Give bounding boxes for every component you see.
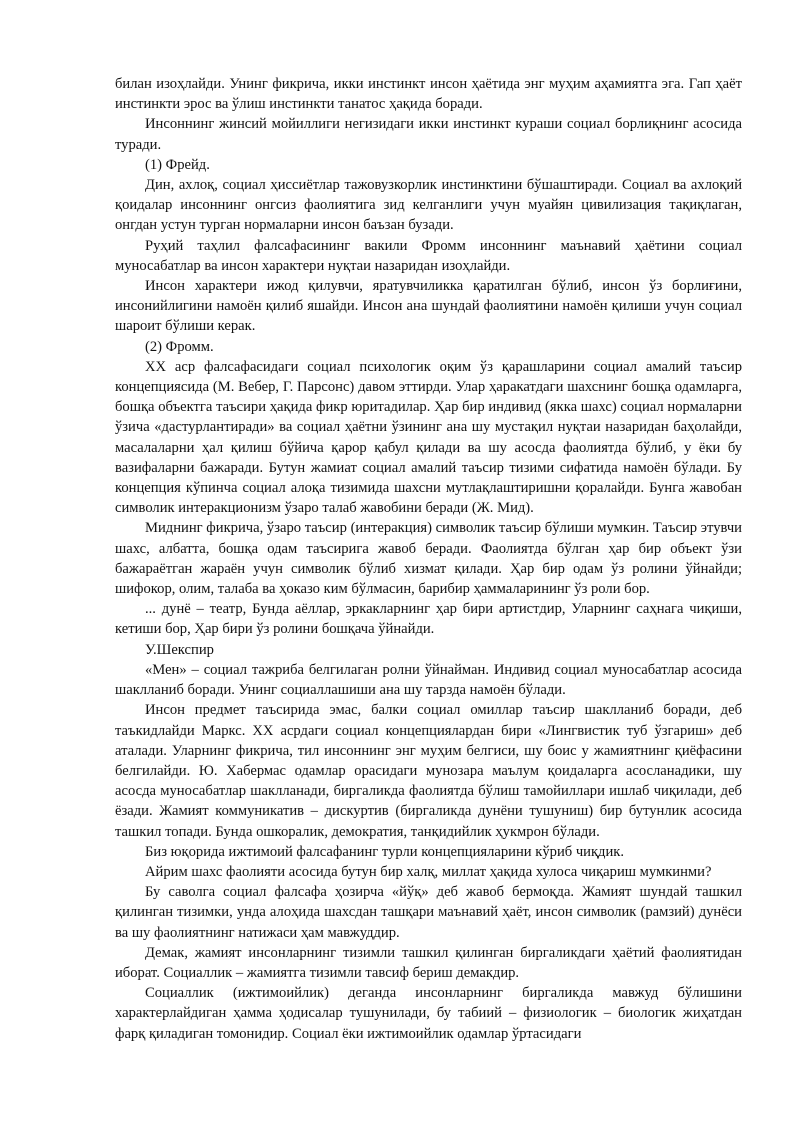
paragraph: Биз юқорида ижтимоий фалсафанинг турли концепцияларини кўриб чиқдик. bbox=[145, 843, 625, 860]
paragraph: Айрим шахс фаолияти асосида бутун бир халқ, миллат ҳақида хулоса чиқариш мумкинми? bbox=[145, 863, 712, 880]
paragraph: Миднинг фикрича, ўзаро таъсир (интеракция) символик таъсир бўлиши мумкин. Таъсир этувчи шахс, албатта, бошқа одам таъсирига жавоб беради. Фаолиятда бўлган ҳар бир объект ўзи бажараётган жараён учун символик бўлиб хизмат қилади. Ҳар бир одам ўз ролини ўйнайди; шифокор, олим, талаба ва ҳоказо ким бўлмасин, барибир ҳаммаларининг ўз роли бор. bbox=[115, 520, 742, 598]
paragraph: Инсоннинг жинсий мойиллиги негизидаги икки инстинкт кураши социал борлиқнинг асосида туради. bbox=[115, 116, 742, 153]
paragraph: Дин, ахлоқ, социал ҳиссиётлар тажовузкорлик инстинктини бўшаштиради. Социал ва ахлоқий қоидалар инсоннинг онгсиз фаолиятига зид келганлиги учун муайян цивилизация тақиқлаган, онгдан устун турган нормаларни инсон баъзан бузади. bbox=[115, 177, 742, 234]
paragraph: (1) Фрейд. bbox=[145, 156, 210, 173]
paragraph: Бу саволга социал фалсафа ҳозирча «йўқ» деб жавоб бермоқда. Жамият шундай ташкил қилинган тизимки, унда алоҳида шахсдан ташқари маънавий ҳаёт, инсон символик (рамзий) дунёси ва шу фаолиятнинг натижаси ҳам мавжуддир. bbox=[115, 884, 742, 941]
paragraph: Руҳий таҳлил фалсафасининг вакили Фромм инсоннинг маънавий ҳаётини социал муносабатлар ва инсон характери нуқтаи назаридан изоҳлайди. bbox=[115, 237, 742, 274]
paragraph: Демак, жамият инсонларнинг тизимли ташкил қилинган биргаликдаги ҳаётий фаолиятидан иборат. Социаллик – жамиятга тизимли тавсиф бериш демакдир. bbox=[115, 944, 742, 981]
paragraph: билан изоҳлайди. Унинг фикрича, икки инстинкт инсон ҳаётида энг муҳим аҳамиятга эга. Гап ҳаёт инстинкти эрос ва ўлиш инстинкти танатос ҳақида боради. bbox=[115, 76, 742, 113]
paragraph: XX аср фалсафасидаги социал психологик оқим ўз қарашларини социал амалий таъсир концепциясида (М. Вебер, Г. Парсонс) давом эттирди. Улар ҳаракатдаги шахснинг бошқа одамларга, бошқа объектга таъсири ҳақида фикр юритадилар. Ҳар бир индивид (якка шахс) социал нормаларни ўзича «дастурлантиради» ва социал ҳаётни ўзининг ана шу мустақил нуқтаи назаридан баҳолайди, масалаларни ҳал қилиш бўйича қарор қабул қилади ва шу асосда фаолиятда бўлиб, у ёки бу вазифаларни бажаради. Бутун жамиат социал амалий таъсир тизими сифатида намоён бўлади. Бу концепция кўпинча социал алоқа тизимида шахсни мутлақлаштиришни қоралайди. Бунга жавобан символик интеракционизм ўзаро талаб жавобини беради (Ж. Мид). bbox=[115, 358, 742, 517]
document-body bbox=[115, 74, 742, 1044]
paragraph: «Мен» – социал тажриба белгилаган ролни ўйнайман. Индивид социал муносабатлар асосида шаклланиб боради. Унинг социаллашиши ана шу тарзда намоён бўлади. bbox=[115, 661, 742, 699]
paragraph: ... дунё – театр, Бунда аёллар, эркакларнинг ҳар бири артистдир, Уларнинг саҳнага чиқиши, кетиши бор, Ҳар бири ўз ролини бошқача ўйнайди. bbox=[115, 601, 742, 638]
paragraph: (2) Фромм. bbox=[145, 338, 214, 355]
paragraph: Инсон предмет таъсирида эмас, балки социал омиллар таъсир шаклланиб боради, деб таъкидлайди Маркс. XX асрдаги социал концепциялардан бири «Лингвистик туб ўзгариш» деб аталади. Уларнинг фикрича, тил инсоннинг энг муҳим белгиси, шу боис у жамиятнинг қиёфасини белгилайди. Ю. Хабермас одамлар орасидаги мунозара маълум қоидаларга асосланадики, шу асосда муносабатлар шаклланади, биргаликда фаолиятда бўлиш тамойиллари ишлаб чиқилади, деб ёзади. Жамият коммуникатив – дискуртив (биргаликда дунёни тушуниш) бир бутунлик асосида ташкил топади. Бунда ошкоралик, демократия, танқидийлик ҳукмрон бўлади. bbox=[115, 702, 742, 840]
paragraph: У.Шекспир bbox=[145, 641, 214, 658]
paragraph: Инсон характери ижод қилувчи, яратувчиликка қаратилган бўлиб, инсон ўз борлиғини, инсонийлигини намоён қилиб яшайди. Инсон ана шундай фаолиятини намоён қилиши учун социал шароит бўлиши керак. bbox=[115, 278, 742, 335]
paragraph: Социаллик (ижтимоийлик) деганда инсонларнинг биргаликда мавжуд бўлишини характерлайдиган ҳамма ҳодисалар тушунилади, бу табиий – физиологик – биологик жиҳатдан фарқ қиладиган томонидир. Социал ёки ижтимоийлик одамлар ўртасидаги bbox=[115, 985, 742, 1042]
